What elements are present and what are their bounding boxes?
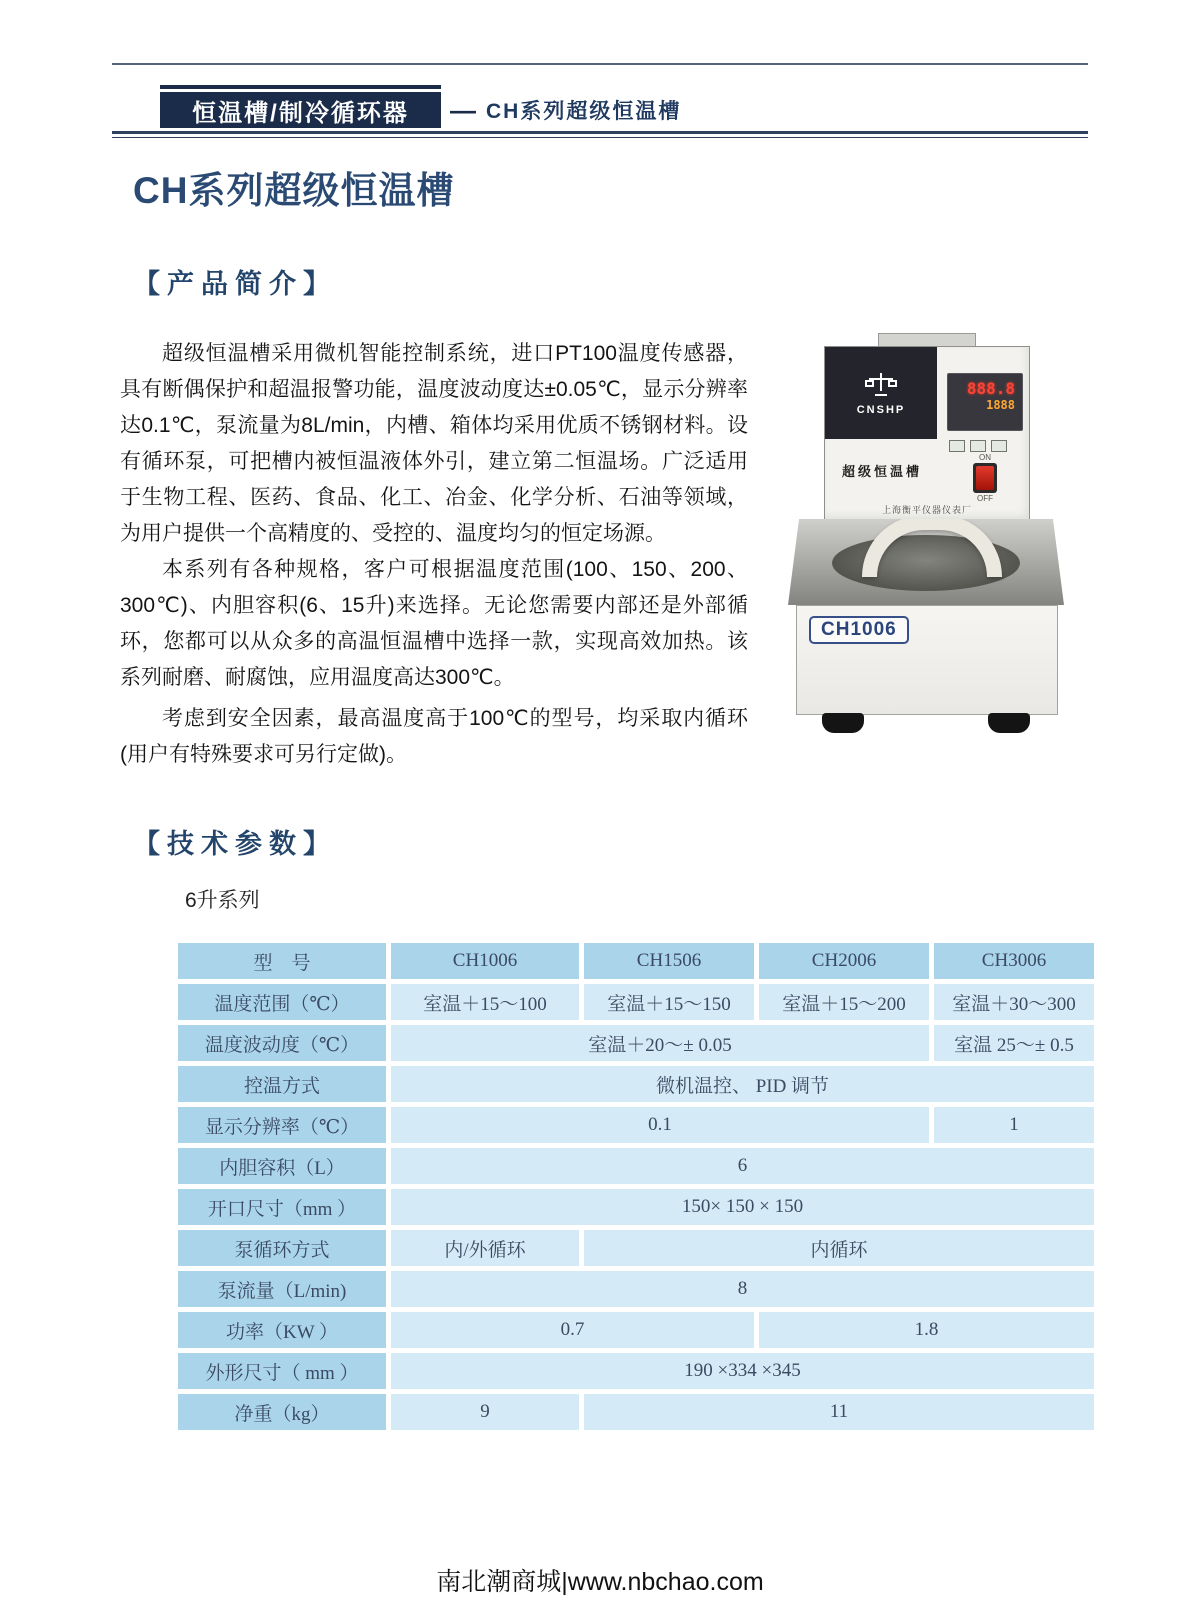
spec-header-model: CH2006	[759, 943, 929, 979]
spec-row-label: 温度波动度（℃）	[178, 1025, 386, 1061]
section-heading-intro: 【产品简介】	[133, 269, 337, 299]
spec-row	[178, 984, 1094, 1020]
intro-text	[120, 336, 748, 773]
footer-site: 南北潮商城|www.nbchao.com	[436, 1568, 764, 1596]
spec-header-model: CH1006	[391, 943, 579, 979]
spec-row	[178, 1189, 1094, 1225]
spec-cell: 190 ×334 ×345	[391, 1353, 1094, 1389]
spec-cell: 150× 150 × 150	[391, 1189, 1094, 1225]
intro-paragraph-3: 考虑到安全因素，最高温度高于100℃的型号，均采取内循环(用户有特殊要求可另行定做)。	[120, 707, 748, 766]
spec-cell: 8	[391, 1271, 1094, 1307]
page-title: CH系列超级恒温槽	[133, 170, 455, 211]
spec-cell: 11	[584, 1394, 1094, 1430]
spec-cell: 9	[391, 1394, 579, 1430]
spec-row-label: 显示分辨率（℃）	[178, 1107, 386, 1143]
switch-on-label: ON	[979, 453, 991, 462]
spec-row	[178, 1107, 1094, 1143]
badge-top-bar	[160, 85, 441, 89]
spec-row	[178, 1066, 1094, 1102]
spec-cell: 内循环	[584, 1230, 1094, 1266]
spec-cell: 室温＋15～150	[584, 984, 754, 1020]
spec-cell: 1	[934, 1107, 1094, 1143]
switch-rocker-red	[976, 466, 994, 490]
spec-row	[178, 1148, 1094, 1184]
spec-cell: 室温＋15～200	[759, 984, 929, 1020]
spec-cell: 室温＋20～± 0.05	[391, 1025, 929, 1061]
series-label: 6升系列	[185, 889, 260, 912]
maker-label: 上海衡平仪器仪表厂	[881, 505, 972, 515]
section-heading-specs: 【技术参数】	[133, 829, 337, 859]
power-switch[interactable]	[973, 463, 997, 493]
header-subtitle: CH系列超级恒温槽	[486, 100, 682, 123]
led-top-value: 888.8	[966, 379, 1015, 398]
specs-table-body	[178, 943, 1094, 1430]
led-display	[947, 373, 1023, 431]
spec-row	[178, 1394, 1094, 1430]
model-badge: CH1006	[809, 616, 909, 644]
header-double-rule	[112, 131, 1088, 138]
spec-cell: 0.7	[391, 1312, 754, 1348]
spec-header-model: CH3006	[934, 943, 1094, 979]
switch-off-label: OFF	[977, 494, 993, 503]
spec-row	[178, 1230, 1094, 1266]
category-badge	[160, 92, 441, 128]
power-switch-area	[963, 453, 1007, 503]
spec-row	[178, 1312, 1094, 1348]
spec-row	[178, 1353, 1094, 1389]
header-subtitle-row	[450, 92, 681, 128]
brand-name: CNSHP	[856, 403, 906, 416]
product-photo	[782, 333, 1070, 735]
spec-row-label: 温度范围（℃）	[178, 984, 386, 1020]
brand-panel	[825, 347, 937, 439]
spec-header-label: 型 号	[178, 943, 386, 979]
spec-row-label: 净重（kg）	[178, 1394, 386, 1430]
spec-cell: 内/外循环	[391, 1230, 579, 1266]
device-foot-right	[988, 713, 1030, 733]
spec-cell: 室温＋30～300	[934, 984, 1094, 1020]
dash-separator: —	[450, 95, 476, 125]
top-rule	[112, 63, 1088, 65]
spec-cell: 0.1	[391, 1107, 929, 1143]
device-control-head	[824, 346, 1030, 520]
intro-paragraph-2: 本系列有各种规格，客户可根据温度范围(100、150、200、300℃)、内胆容积(6、15升)来选择。无论您需要内部还是外部循环，您都可以从众多的高温恒温槽中选择一款，实现高效加热。该系列耐磨、耐腐蚀，应用温度高达300℃。	[120, 558, 748, 689]
spec-header-model: CH1506	[584, 943, 754, 979]
lid-handle	[862, 515, 1002, 577]
spec-row-label: 外形尺寸（ mm ）	[178, 1353, 386, 1389]
category-badge-label: 恒温槽/制冷循环器	[192, 99, 409, 127]
panel-label: 超级恒温槽	[841, 464, 922, 479]
bath-lid	[788, 519, 1064, 605]
footer	[0, 1562, 1200, 1598]
spec-row-label: 功率（KW ）	[178, 1312, 386, 1348]
membrane-buttons[interactable]	[949, 440, 1007, 452]
device-body	[796, 605, 1058, 715]
spec-cell: 6	[391, 1148, 1094, 1184]
specs-table	[173, 938, 1099, 1435]
spec-cell: 室温 25～± 0.5	[934, 1025, 1094, 1061]
intro-paragraph-1: 超级恒温槽采用微机智能控制系统，进口PT100温度传感器，具有断偶保护和超温报警功能，温度波动度达±0.05℃，显示分辨率达0.1℃，泵流量为8L/min，内槽、箱体均采用优质不锈钢材料。设有循环泵，可把槽内被恒温液体外引，建立第二恒温场。广泛适用于生物工程、医药、食品、化工、冶金、化学分析、石油等领域，为用户提供一个高精度的、受控的、温度均匀的恒定场源。	[120, 342, 748, 545]
spec-row	[178, 1271, 1094, 1307]
device-foot-left	[822, 713, 864, 733]
spec-cell: 1.8	[759, 1312, 1094, 1348]
spec-cell: 微机温控、 PID 调节	[391, 1066, 1094, 1102]
spec-row-label: 开口尺寸（mm ）	[178, 1189, 386, 1225]
spec-row-label: 控温方式	[178, 1066, 386, 1102]
spec-row-label: 泵循环方式	[178, 1230, 386, 1266]
led-bottom-value: 1888	[986, 398, 1015, 412]
spec-row	[178, 1025, 1094, 1061]
spec-cell: 室温＋15～100	[391, 984, 579, 1020]
spec-row-label: 泵流量（L/min)	[178, 1271, 386, 1307]
spec-row-label: 内胆容积（L）	[178, 1148, 386, 1184]
balance-logo-icon	[863, 371, 899, 401]
